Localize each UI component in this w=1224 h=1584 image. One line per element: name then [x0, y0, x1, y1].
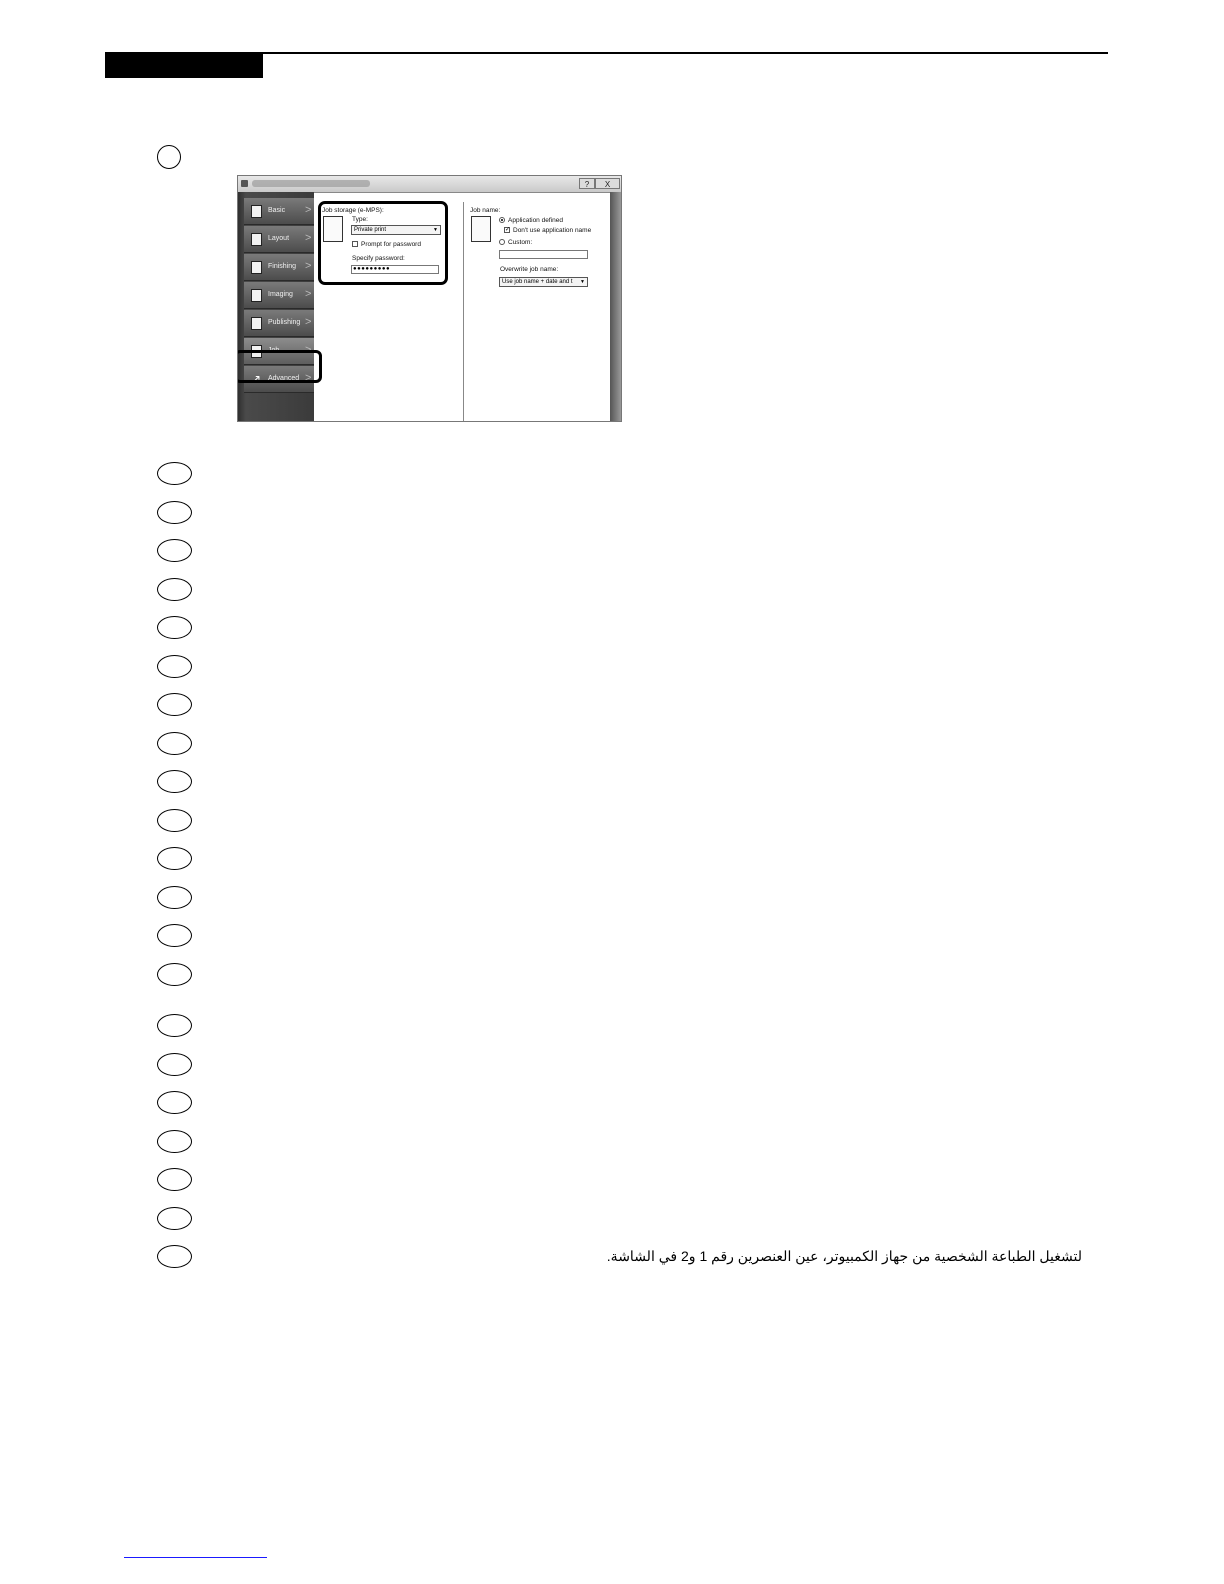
sidebar: [238, 192, 314, 422]
chevron-right-icon: >: [305, 372, 312, 384]
dialog-titlebar: [238, 176, 621, 193]
sidebar-item-imaging[interactable]: [244, 282, 314, 309]
publishing-icon: [251, 317, 262, 330]
job-storage-highlight-frame: [318, 201, 448, 285]
chevron-right-icon: >: [305, 288, 312, 300]
printer-dialog-screenshot: [237, 175, 622, 422]
job-highlight-frame: [237, 350, 322, 383]
custom-name-input[interactable]: [499, 250, 588, 259]
chevron-right-icon: >: [305, 344, 312, 356]
language-marker-circle: [157, 539, 192, 562]
chevron-right-icon: >: [305, 204, 312, 216]
arrow-up-right-icon: ↗: [251, 372, 262, 386]
language-marker-circle: [157, 1168, 192, 1191]
imaging-icon: [251, 289, 262, 302]
language-marker-circle: [157, 578, 192, 601]
sidebar-item-finishing[interactable]: [244, 254, 314, 281]
sidebar-item-label: Finishing: [268, 263, 297, 270]
sidebar-item-layout[interactable]: [244, 226, 314, 253]
language-marker-circle: [157, 501, 192, 524]
language-marker-circle: [157, 886, 192, 909]
language-marker-circle: [157, 655, 192, 678]
printer-icon: [241, 180, 248, 187]
job-name-heading: Job name:: [470, 207, 501, 214]
prompt-password-label: Prompt for password: [361, 241, 421, 248]
sidebar-item-label: Layout: [268, 235, 290, 242]
finishing-icon: [251, 261, 262, 274]
sidebar-item-basic[interactable]: [244, 198, 314, 225]
custom-label: Custom:: [508, 239, 533, 246]
language-marker-circle: [157, 693, 192, 716]
language-marker-circle: [157, 963, 192, 986]
language-marker-circle: [157, 1130, 192, 1153]
dont-use-app-name-label: Don't use application name: [513, 227, 592, 234]
sidebar-item-label: Imaging: [268, 291, 293, 298]
sidebar-item-label: Job: [268, 347, 280, 354]
overwrite-dropdown[interactable]: [499, 277, 588, 287]
header-bar: [105, 54, 263, 78]
sidebar-item-publishing[interactable]: [244, 310, 314, 337]
sidebar-item-label: Advanced: [268, 375, 300, 382]
job-settings-panel: [314, 192, 614, 422]
language-marker-circle: [157, 1207, 192, 1230]
language-marker-circle: [157, 145, 181, 169]
job-name-icon: [471, 216, 491, 242]
sidebar-item-label: Basic: [268, 207, 286, 214]
chevron-down-icon: ▼: [580, 279, 585, 285]
page-icon: [251, 205, 262, 218]
overwrite-label: Overwrite job name:: [500, 266, 559, 273]
language-marker-circle: [157, 847, 192, 870]
overwrite-dropdown-value: Use job name + date and t: [502, 279, 573, 285]
language-marker-circle: [157, 1014, 192, 1037]
language-marker-circle: [157, 1053, 192, 1076]
language-marker-circle: [157, 1091, 192, 1114]
close-button[interactable]: X: [595, 178, 620, 189]
chevron-right-icon: >: [305, 232, 312, 244]
panel-divider: [463, 202, 464, 422]
application-defined-radio[interactable]: [499, 217, 505, 223]
sidebar-item-label: Publishing: [268, 319, 301, 326]
type-dropdown-value: Private print: [354, 227, 387, 233]
dialog-right-edge: [610, 192, 621, 422]
footer-rule: [124, 1557, 267, 1558]
language-marker-circle: [157, 1245, 192, 1268]
language-marker-circle: [157, 924, 192, 947]
job-storage-heading: Job storage (e-MPS):: [322, 207, 384, 214]
dont-use-app-name-checkbox[interactable]: ✓: [505, 227, 511, 233]
chevron-down-icon: ▼: [433, 227, 438, 233]
layout-icon: [251, 233, 262, 246]
dialog-title-blurred: [252, 180, 370, 187]
language-marker-circle: [157, 616, 192, 639]
custom-radio[interactable]: [499, 239, 505, 245]
chevron-right-icon: >: [305, 260, 312, 272]
language-marker-circle: [157, 809, 192, 832]
arabic-instruction-text: لتشغيل الطباعة الشخصية من جهاز الكمبيوتر، عين العنصرين رقم 1 و2 في الشاشة.: [606, 1248, 1082, 1264]
language-marker-circle: [157, 770, 192, 793]
language-marker-circle: [157, 732, 192, 755]
help-button[interactable]: ?: [579, 178, 595, 189]
application-defined-label: Application defined: [508, 217, 563, 224]
password-label: Specify password:: [352, 255, 405, 262]
chevron-right-icon: >: [305, 316, 312, 328]
password-input[interactable]: ●●●●●●●●●: [351, 265, 439, 274]
type-label: Type:: [352, 216, 368, 223]
language-marker-circle: [157, 462, 192, 485]
